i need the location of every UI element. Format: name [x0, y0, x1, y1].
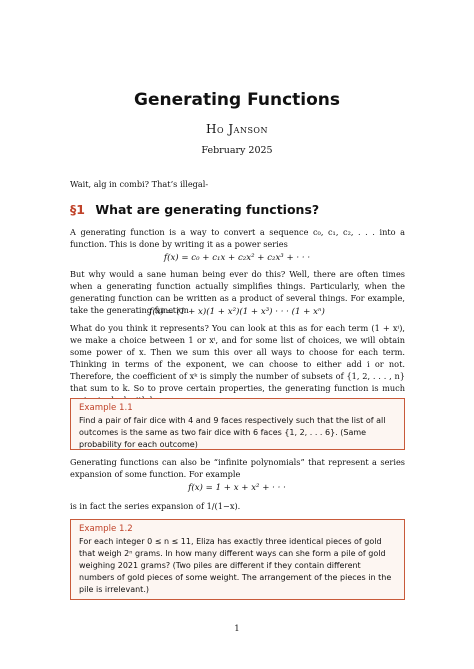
example-body-2: For each integer 0 ≤ n ≤ 11, Eliza has exactly three identical pieces of gold that weigh 2ⁿ grams. In how many different ways can she form a pile of gold weighing 2021 grams? (Two piles are different if they contain different numbers of gold pieces of some weight. The arrangement of the pieces in the pile is irrelevant.): [79, 537, 392, 594]
example-title-2: Example 1.2: [79, 524, 133, 534]
example-box-2: [70, 519, 405, 600]
paragraph-2: But why would a sane human being ever do this? Well, there are often times when a generating function actually simplifies things. Particularly, when the generating function can be written as a product of several things. For example, take the generating function: [70, 269, 405, 315]
paragraph-1: A generating function is a way to convert a sequence c₀, c₁, c₂, . . . into a function. This is done by writing it as a power series: [70, 227, 405, 249]
intro-text: Wait, alg in combi? That’s illegal-: [70, 179, 209, 189]
example-title-1: Example 1.1: [79, 403, 133, 413]
section-number: §1: [70, 202, 85, 217]
paragraph-5: is in fact the series expansion of 1/(1−x).: [70, 501, 241, 511]
equation-3: f(x) = 1 + x + x² + · · ·: [188, 483, 286, 493]
example-body-1: Find a pair of fair dice with 4 and 9 faces respectively such that the list of all outcomes is the same as two fair dice with 6 faces {1, 2, . . . 6}. (Same probability for each outcome): [79, 416, 386, 449]
paragraph-3: What do you think it represents? You can look at this as for each term (1 + xⁱ), we make a choice between 1 or xⁱ, and for some list of choices, we will obtain some power of x. Then we sum this over all ways to choose for each term. Thinking in terms of the exponent, we can choose to either add i or not. Therefore, the coefficient of xᵏ is simply the number of subsets of {1, 2, . . . , n} that sum to k. So to prove certain properties, the generating function is much: [70, 323, 405, 393]
equation-1: f(x) = c₀ + c₁x + c₂x² + c₂x³ + · · ·: [163, 253, 311, 263]
author-name: Ho Janson: [206, 122, 268, 136]
document-title: Generating Functions: [133, 90, 341, 110]
page-number: 1: [234, 624, 240, 634]
paragraph-4: Generating functions can also be “infinite polynomials” that represent a series expansion of some function. For example: [70, 457, 405, 479]
section-heading: [70, 202, 319, 217]
example-box-1: [70, 398, 405, 450]
equation-2: f(x) = (1 + x)(1 + x²)(1 + x³) · · · (1 + xⁿ): [149, 307, 325, 317]
section-title: What are generating functions?: [95, 202, 320, 217]
document-date: February 2025: [201, 145, 273, 156]
